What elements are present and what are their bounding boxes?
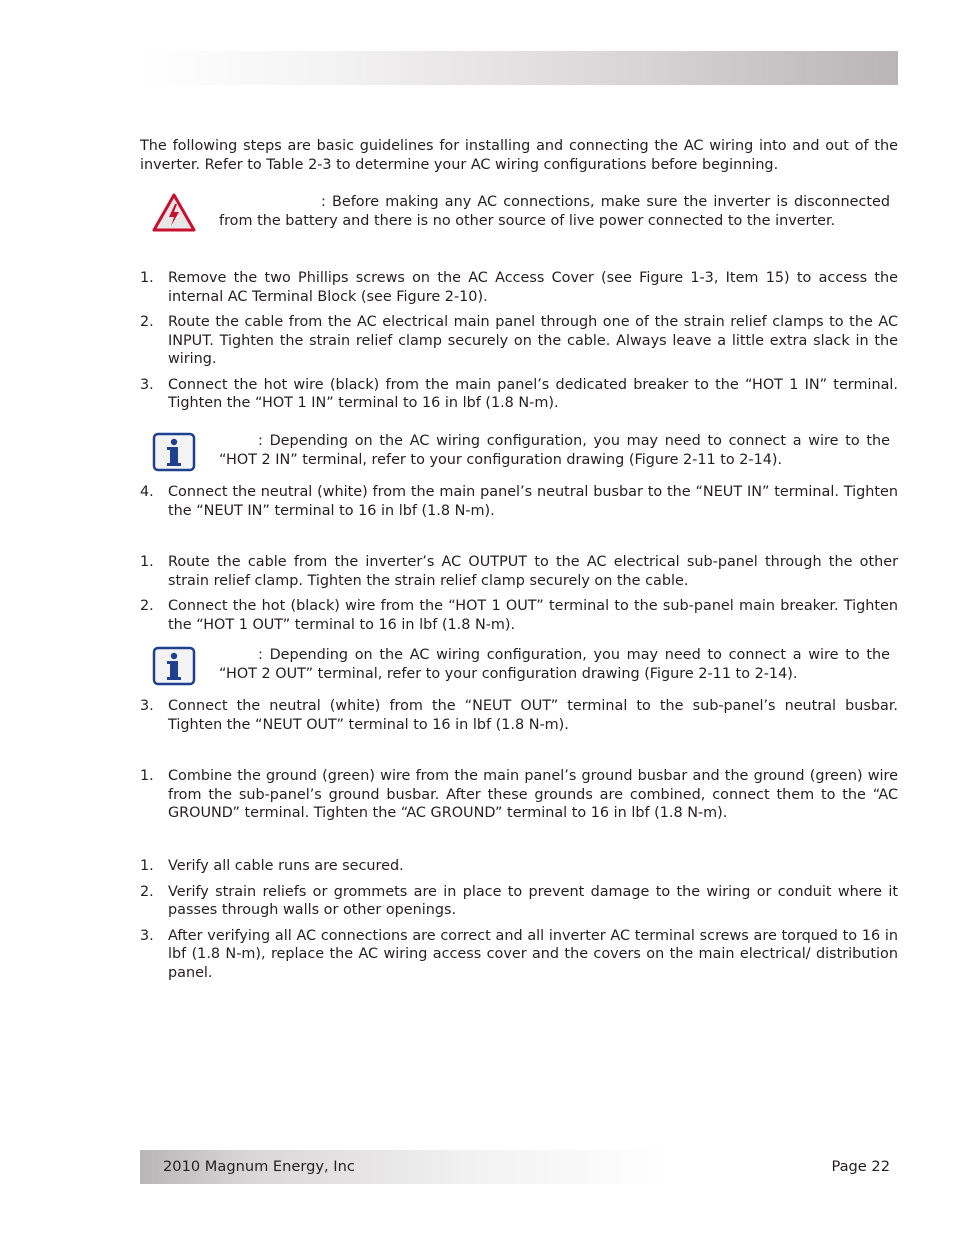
list-item: [140, 553, 898, 590]
list-item: [140, 313, 898, 369]
step-text: Verify strain reliefs or grommets are in place to prevent damage to the wiring or conduit where it passes through walls or other openings.: [168, 883, 898, 918]
ac-output-steps: [140, 553, 898, 634]
ac-output-step-3: [140, 697, 898, 734]
step-text: Verify all cable runs are secured.: [168, 858, 404, 874]
step-text: Connect the hot (black) wire from the “HOT 1 OUT” terminal to the sub-panel main breaker. Tighten the “HOT 1 OUT” terminal to 16 in lbf (1.8 N-m).: [168, 598, 898, 633]
info-text: : Depending on the AC wiring configuration, you may need to connect a wire to the “HOT 2 IN” terminal, refer to your configuration drawing (Figure 2-11 to 2-14).: [219, 433, 890, 468]
step-number: 1.: [140, 554, 154, 570]
list-item: [140, 483, 898, 520]
ground-steps: [140, 767, 898, 823]
list-item: [140, 597, 898, 634]
step-number: 2.: [140, 883, 154, 900]
list-item: [140, 767, 898, 823]
step-number: 2.: [140, 598, 154, 614]
step-number: 3.: [140, 927, 154, 944]
step-number: 1.: [140, 768, 154, 784]
info-text: : Depending on the AC wiring configuration, you may need to connect a wire to the “HOT 2 OUT” terminal, refer to your configuration drawing (Figure 2-11 to 2-14).: [219, 647, 890, 682]
list-item: [140, 927, 898, 983]
info-icon: [152, 432, 196, 476]
step-text: Connect the neutral (white) from the “NEUT OUT” terminal to the sub-panel’s neutral busbar. Tighten the “NEUT OUT” terminal to 16 in lbf (1.8 N-m).: [168, 698, 898, 733]
step-number: 4.: [140, 484, 154, 500]
list-item: [140, 883, 898, 920]
step-number: 3.: [140, 376, 154, 393]
list-item: [140, 697, 898, 734]
step-text: Route the cable from the inverter’s AC OUTPUT to the AC electrical sub-panel through the other strain relief clamp. Tighten the strain relief clamp securely on the cable.: [168, 554, 898, 589]
step-text: Connect the neutral (white) from the main panel’s neutral busbar to the “NEUT IN” terminal. Tighten the “NEUT IN” terminal to 16 in lbf (1.8 N-m).: [168, 484, 898, 519]
step-text: Route the cable from the AC electrical main panel through one of the strain relief clamps to the AC INPUT. Tighten the strain relief clamp securely on the cable. Always leave a little extra slack in the wiring.: [168, 314, 898, 367]
step-text: Combine the ground (green) wire from the main panel’s ground busbar and the ground (green) wire from the sub-panel’s ground busbar. After these grounds are combined, connect them to the “AC GROUND” terminal. Tighten the “AC GROUND” terminal to 16 in lbf (1.8 N-m).: [168, 768, 898, 821]
step-text: Remove the two Phillips screws on the AC Access Cover (see Figure 1-3, Item 15) to access the internal AC Terminal Block (see Figure 2-10).: [168, 270, 898, 305]
ac-input-step-4: [140, 483, 898, 520]
step-number: 3.: [140, 698, 154, 714]
list-item: [140, 376, 898, 413]
footer-bar: [140, 1150, 898, 1184]
intro-paragraph: The following steps are basic guidelines for installing and connecting the AC wiring into and out of the inverter. Refer to Table 2-3 to determine your AC wiring configurations before beginning.: [140, 138, 898, 173]
list-item: [140, 857, 898, 876]
step-number: 2.: [140, 314, 154, 330]
step-text: Connect the hot wire (black) from the main panel’s dedicated breaker to the “HOT 1 IN” terminal. Tighten the “HOT 1 IN” terminal to 16 in lbf (1.8 N-m).: [168, 376, 898, 411]
header-bar: [140, 51, 898, 85]
info-icon: [152, 646, 196, 690]
step-text: After verifying all AC connections are correct and all inverter AC terminal screws are torqued to 16 in lbf (1.8 N-m), replace the AC wiring access cover and the covers on the main electrical/ distribution panel.: [168, 927, 898, 981]
high-voltage-warning-icon: [152, 193, 196, 237]
warning-text: : Before making any AC connections, make sure the inverter is disconnected from the battery and there is no other source of live power connected to the inverter.: [219, 194, 890, 229]
page-number: Page 22: [831, 1158, 890, 1175]
step-number: 1.: [140, 858, 154, 874]
ac-input-steps: [140, 269, 898, 413]
footer-copyright: 2010 Magnum Energy, Inc: [163, 1158, 355, 1175]
final-steps: [140, 857, 898, 982]
list-item: [140, 269, 898, 306]
step-number: 1.: [140, 270, 154, 286]
